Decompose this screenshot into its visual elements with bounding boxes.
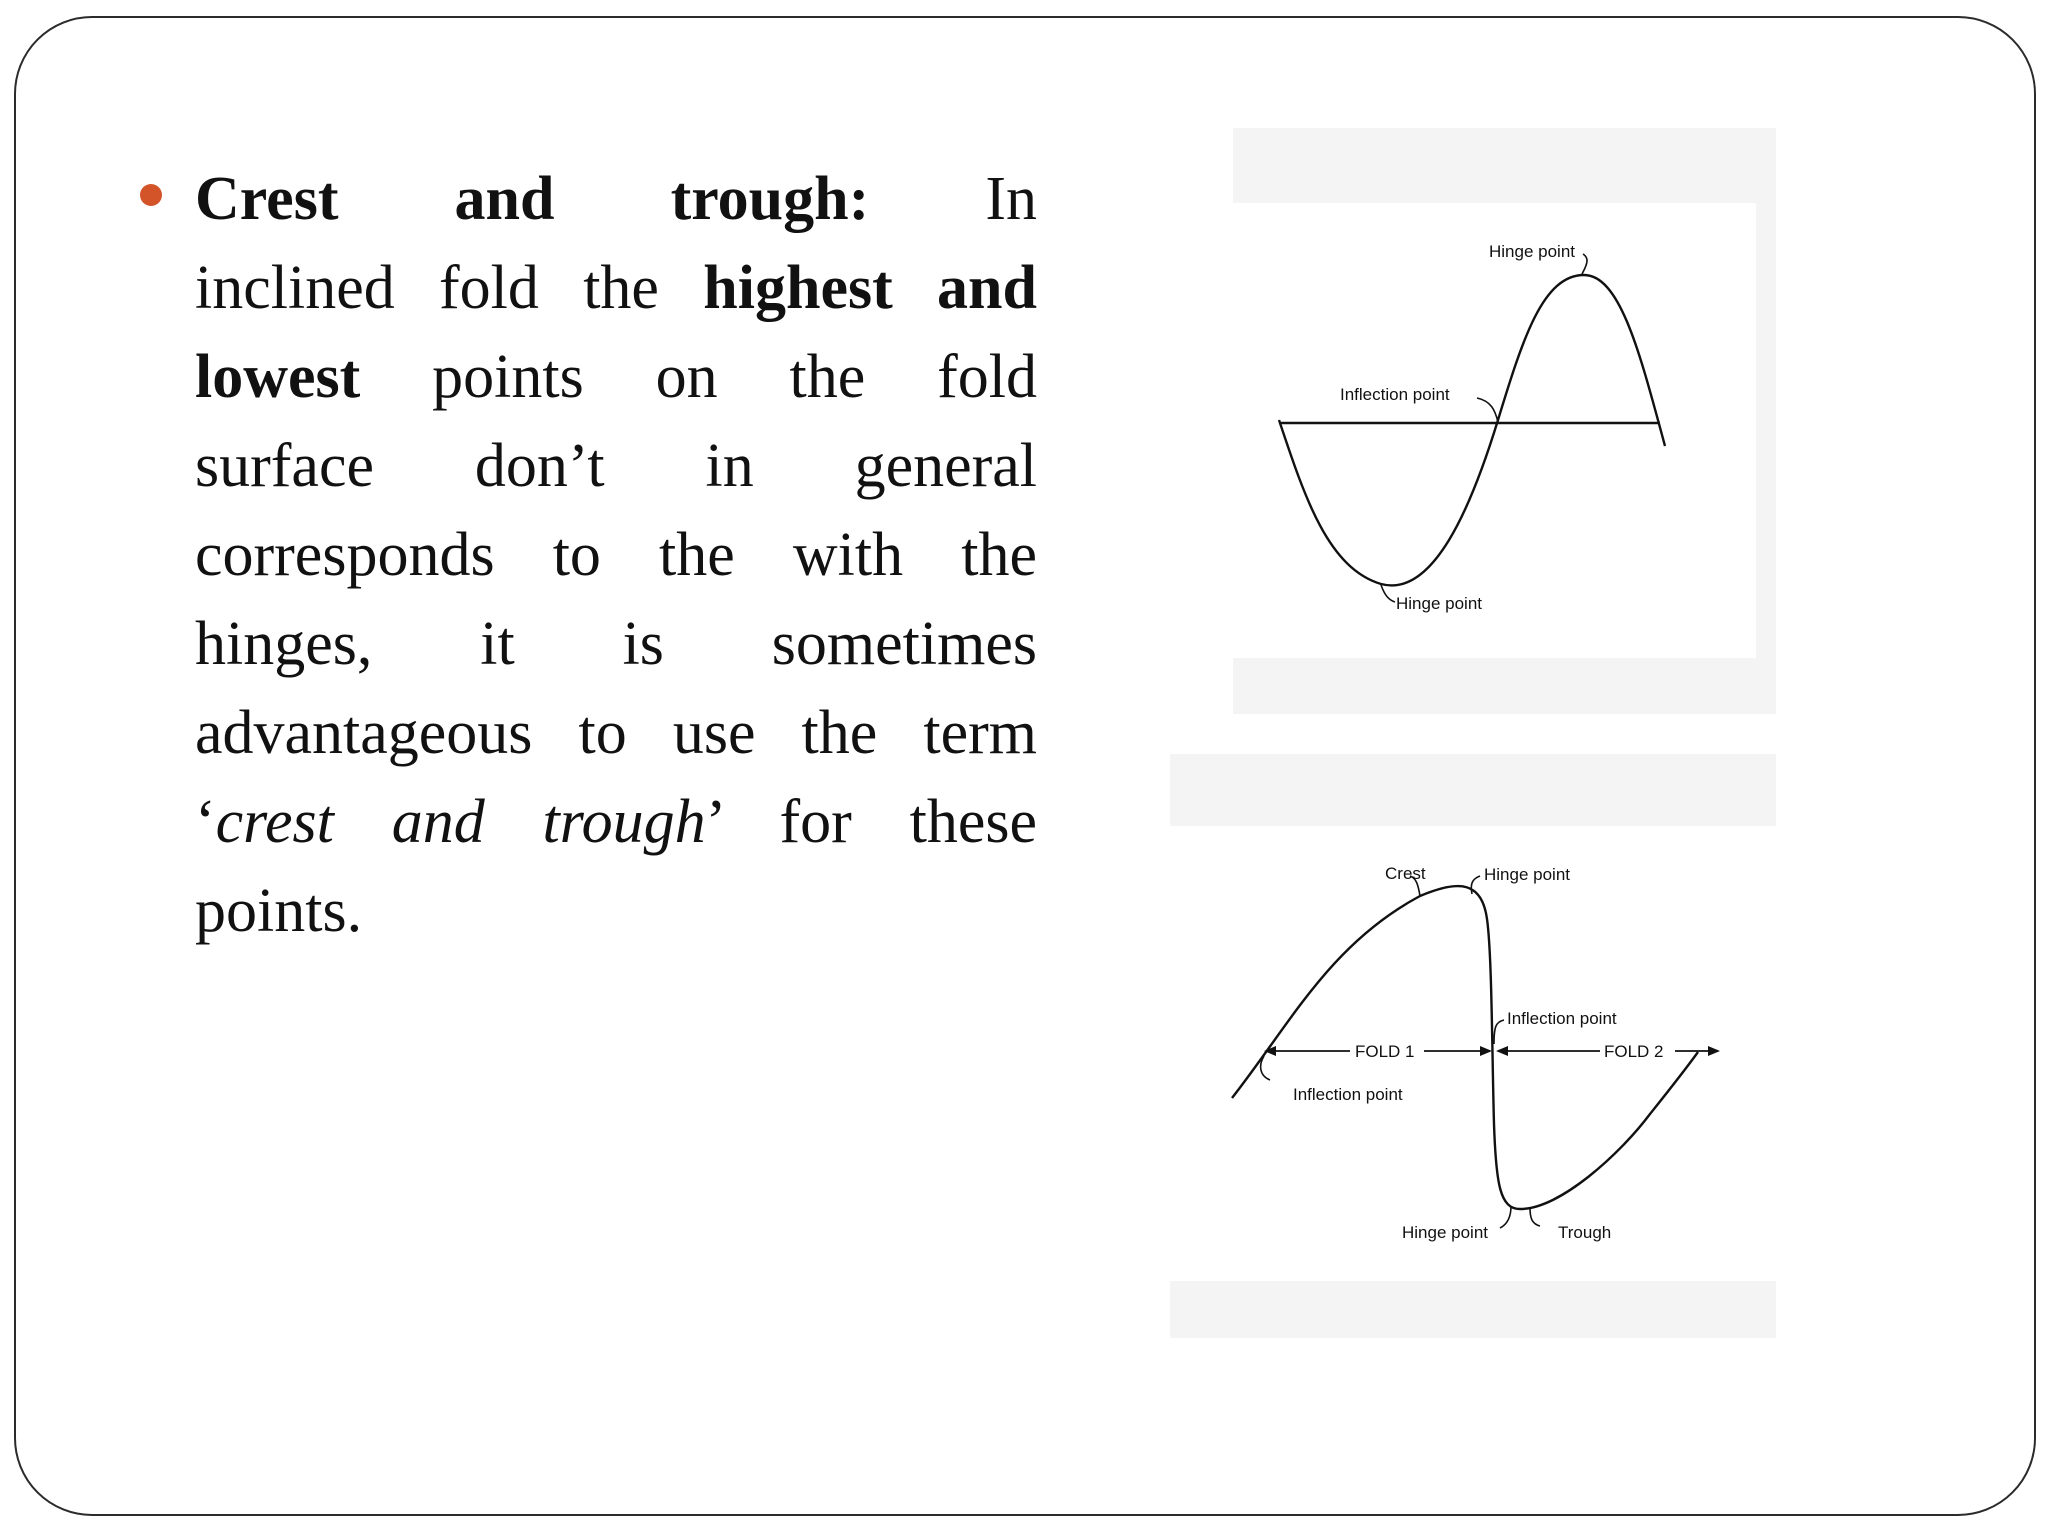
label-crest: Crest	[1385, 864, 1426, 883]
arrowhead	[1496, 1046, 1508, 1056]
line-7: advantageous to use the term	[195, 699, 1037, 767]
line-2	[195, 244, 1037, 333]
leader-inflection-left	[1261, 1056, 1270, 1080]
leader-hinge-bottom	[1500, 1206, 1511, 1228]
label-hinge-bottom: Hinge point	[1402, 1223, 1489, 1242]
label-inflection: Inflection point	[1340, 385, 1450, 404]
text-segment: points on the fold	[432, 343, 1037, 411]
leader-inflection	[1477, 398, 1498, 422]
line-4: surface don’t in general	[195, 432, 1037, 500]
leader-inflection-right	[1494, 1020, 1504, 1044]
lead-word: In	[985, 165, 1037, 233]
text-segment: for these	[779, 788, 1037, 856]
quote-close: ’	[705, 788, 722, 856]
bullet-marker	[140, 184, 162, 206]
label-inflection-right: Inflection point	[1507, 1009, 1617, 1028]
text-segment: inclined fold the	[195, 254, 659, 322]
label-hinge-top: Hinge point	[1489, 242, 1576, 261]
figure-1-diagram	[1233, 128, 1776, 714]
body-paragraph	[195, 155, 1037, 956]
italic-term: crest and trough	[215, 788, 706, 856]
label-fold1: FOLD 1	[1355, 1042, 1415, 1061]
emphasis-lowest: lowest	[195, 343, 361, 411]
quote-open: ‘	[195, 788, 216, 856]
arrowhead	[1480, 1046, 1492, 1056]
line-9: points.	[195, 877, 363, 945]
label-hinge-top: Hinge point	[1484, 865, 1571, 884]
label-inflection-left: Inflection point	[1293, 1085, 1403, 1104]
label-hinge-bottom: Hinge point	[1396, 594, 1483, 613]
leader-hinge-top	[1582, 254, 1587, 274]
label-trough: Trough	[1558, 1223, 1612, 1242]
leader-trough	[1530, 1208, 1540, 1226]
emphasis-highest: highest and	[703, 254, 1037, 322]
label-fold2: FOLD 2	[1604, 1042, 1664, 1061]
line-5: corresponds to the with the	[195, 521, 1037, 589]
term-title: Crest and trough:	[195, 165, 870, 233]
line-1	[195, 155, 1037, 244]
line-6: hinges, it is sometimes	[195, 610, 1037, 678]
figure-2-diagram	[1170, 754, 1776, 1338]
arrowhead	[1708, 1046, 1720, 1056]
line-3	[195, 333, 1037, 422]
line-8	[195, 778, 1037, 867]
fold-curve	[1279, 275, 1665, 585]
leader-hinge-bottom	[1381, 585, 1395, 602]
